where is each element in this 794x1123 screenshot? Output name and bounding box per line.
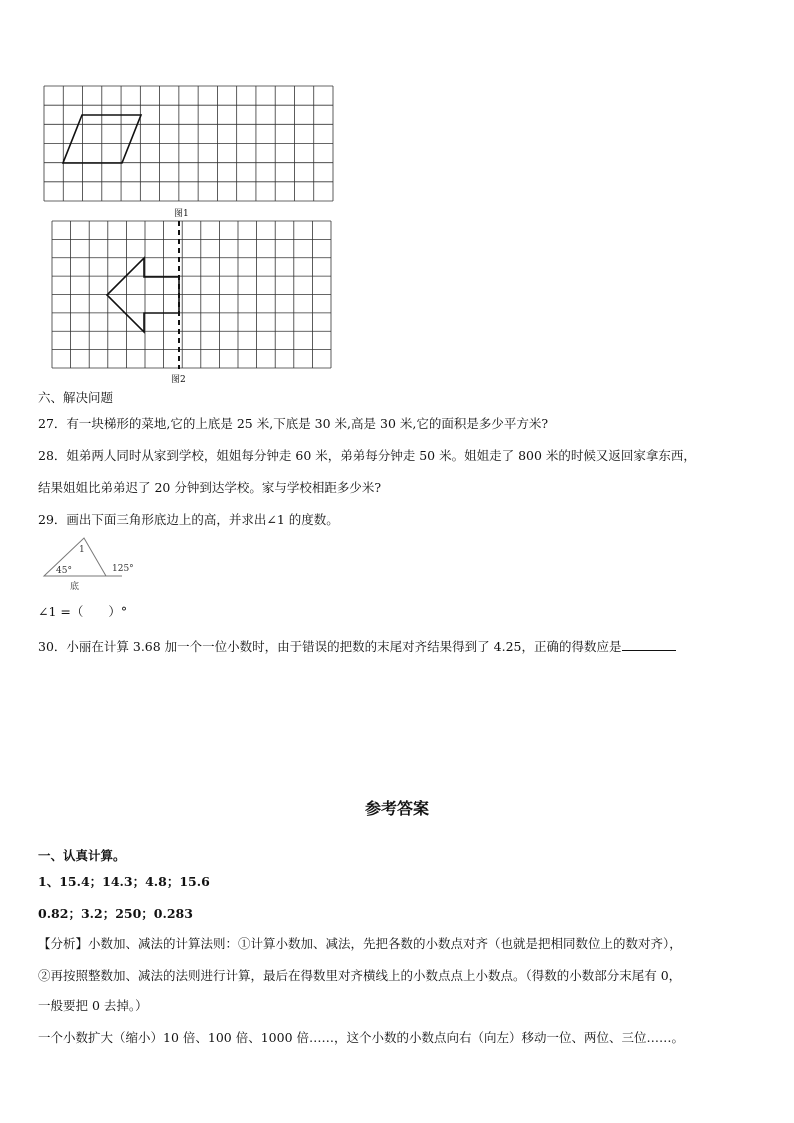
answers-line-2: 0.82；3.2；250；0.283: [38, 906, 193, 921]
grid-lines: [52, 221, 331, 368]
section-6-heading: 六、解决问题: [38, 390, 114, 405]
figure-2-caption: 图2: [171, 375, 186, 385]
analysis-line-1: 【分析】小数加、减法的计算法则：①计算小数加、减法，先把各数的小数点对齐（也就是把相同数位上的数对齐），: [38, 936, 682, 951]
answers-title: 参考答案: [364, 799, 429, 818]
figure-2-grid: [52, 221, 332, 369]
figure-1-grid: [44, 86, 334, 202]
figure-1-caption: 图1: [174, 209, 189, 219]
base-label: 底: [70, 582, 80, 592]
grid-lines: [44, 86, 333, 201]
answers-section-1: 一、认真计算。: [38, 848, 126, 863]
question-28-line-2: 结果姐姐比弟弟迟了 20 分钟到达学校。家与学校相距多少米?: [38, 480, 382, 495]
arrow-shape: [107, 258, 179, 332]
question-29-answer: ∠1 =（ ）°: [38, 604, 128, 619]
angle-125-label: 125°: [112, 564, 134, 574]
question-27: 27．有一块梯形的菜地,它的上底是 25 米,下底是 30 米,高是 30 米,它的面积是多少平方米?: [38, 416, 549, 431]
analysis-line-2: ②再按照整数加、减法的法则进行计算，最后在得数里对齐横线上的小数点点上小数点。（得数的小数部分末尾有 0，: [38, 968, 682, 983]
analysis-line-4: 一个小数扩大（缩小）10 倍、100 倍、1000 倍……，这个小数的小数点向右（向左）移动一位、两位、三位……。: [38, 1030, 684, 1045]
answer-blank[interactable]: [622, 638, 676, 651]
question-30-text: 30．小丽在计算 3.68 加一个一位小数时，由于错误的把数的末尾对齐结果得到了 4.25，正确的得数应是: [38, 639, 622, 654]
question-29: 29．画出下面三角形底边上的高，并求出∠1 的度数。: [38, 512, 339, 527]
angle-45-label: 45°: [56, 566, 72, 576]
analysis-line-3: 一般要把 0 去掉。）: [38, 998, 148, 1013]
question-28-line-1: 28．姐弟两人同时从家到学校，姐姐每分钟走 60 米，弟弟每分钟走 50 米。姐姐走了 800 米的时候又返回家拿东西，: [38, 448, 696, 463]
question-30: [38, 638, 676, 655]
angle-1-label: 1: [79, 545, 85, 555]
answers-line-1: 1、15.4；14.3；4.8；15.6: [38, 874, 210, 889]
